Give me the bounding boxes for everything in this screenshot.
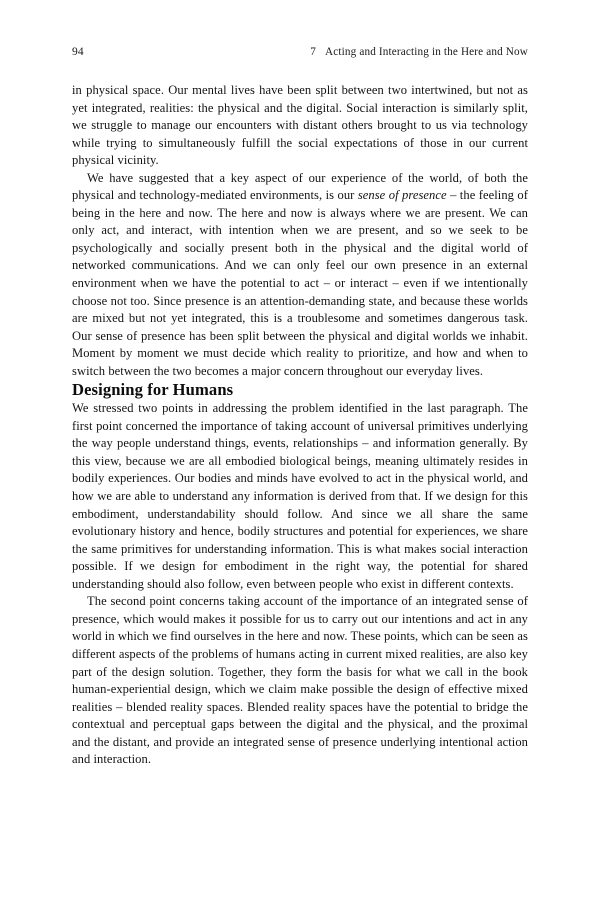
- page-number: 94: [72, 46, 84, 58]
- paragraph-2: [72, 170, 528, 381]
- paragraph-3: We stressed two points in addressing the problem identified in the last paragraph. The first point concerned the importance of taking account of universal primitives underlying the way people understand things, events, relationships – and information generally. By this view, because we are all embodied biological beings, meaning ultimately resides in bodily experiences. Our bodies and minds have evolved to act in the physical world, and how we are able to understand any information is derived from that. If we design for this embodiment, understandability should follow. And since we all share the same evolutionary history and hence, bodily structures and potential for experiences, we share the same primitives for understanding information. This is what makes social interaction possible. If we design for embodiment in the right way, the potential for shared understanding should also follow, even between people who exist in different contexts.: [72, 401, 528, 591]
- paragraph-2-lead: We have suggested that a key aspect of our experience of the world, of both the physical and technology-mediated environments, is our: [72, 170, 528, 203]
- chapter-number: 7: [310, 46, 317, 58]
- chapter-title-text: Acting and Interacting in the Here and Now: [325, 46, 528, 58]
- chapter-running-title: [310, 46, 528, 58]
- text-column: [72, 82, 528, 769]
- paragraph-1: in physical space. Our mental lives have been split between two intertwined, but not as yet integrated, realities: the physical and the digital. Social interaction is similarly split, we struggle to manage our encounters with distant others brought to us via technology while trying to simultaneously fulfill the social expectations of those in our current physical vicinity.: [72, 83, 528, 168]
- running-head: [72, 46, 528, 64]
- paragraph-4: The second point concerns taking account of the importance of an integrated sense of presence, which would makes it possible for us to carry out our intentions and act in any world in which we find ourselves in the here and now. These points, which can be seen as different aspects of the problems of humans acting in current mixed realities, are also key part of the design solution. Together, they form the basis for what we call in the book human-experiential design, which we claim make possible the design of effective mixed realities – blended reality spaces. Blended reality spaces have the potential to bridge the contextual and perceptual gaps between the digital and the physical, and the proximal and the distant, and provide an integrated sense of presence underlying intentional action and interaction.: [72, 594, 528, 767]
- paragraph-2-tail: – the feeling of being in the here and now. The here and now is always where we are present. We can only act, and interact, with intention when we are present, and so we seek to be psychologically and socially present both in the physical and the digital world of networked communications. And we can only feel our own presence in an external environment when we have the potential to act – or interact – even if we intentionally choose not too. Since presence is an attention-demanding state, and because these worlds are mixed but not yet integrated, this is a troublesome and sometimes dangerous task. Our sense of presence has been split between the physical and digital worlds we inhabit. Moment by moment we must decide which reality to prioritize, and how and when to switch between the two becomes a major concern throughout our everyday lives.: [72, 188, 528, 378]
- section-heading: Designing for Humans: [72, 380, 234, 400]
- emphasis-sense-of-presence: sense of presence: [357, 188, 447, 203]
